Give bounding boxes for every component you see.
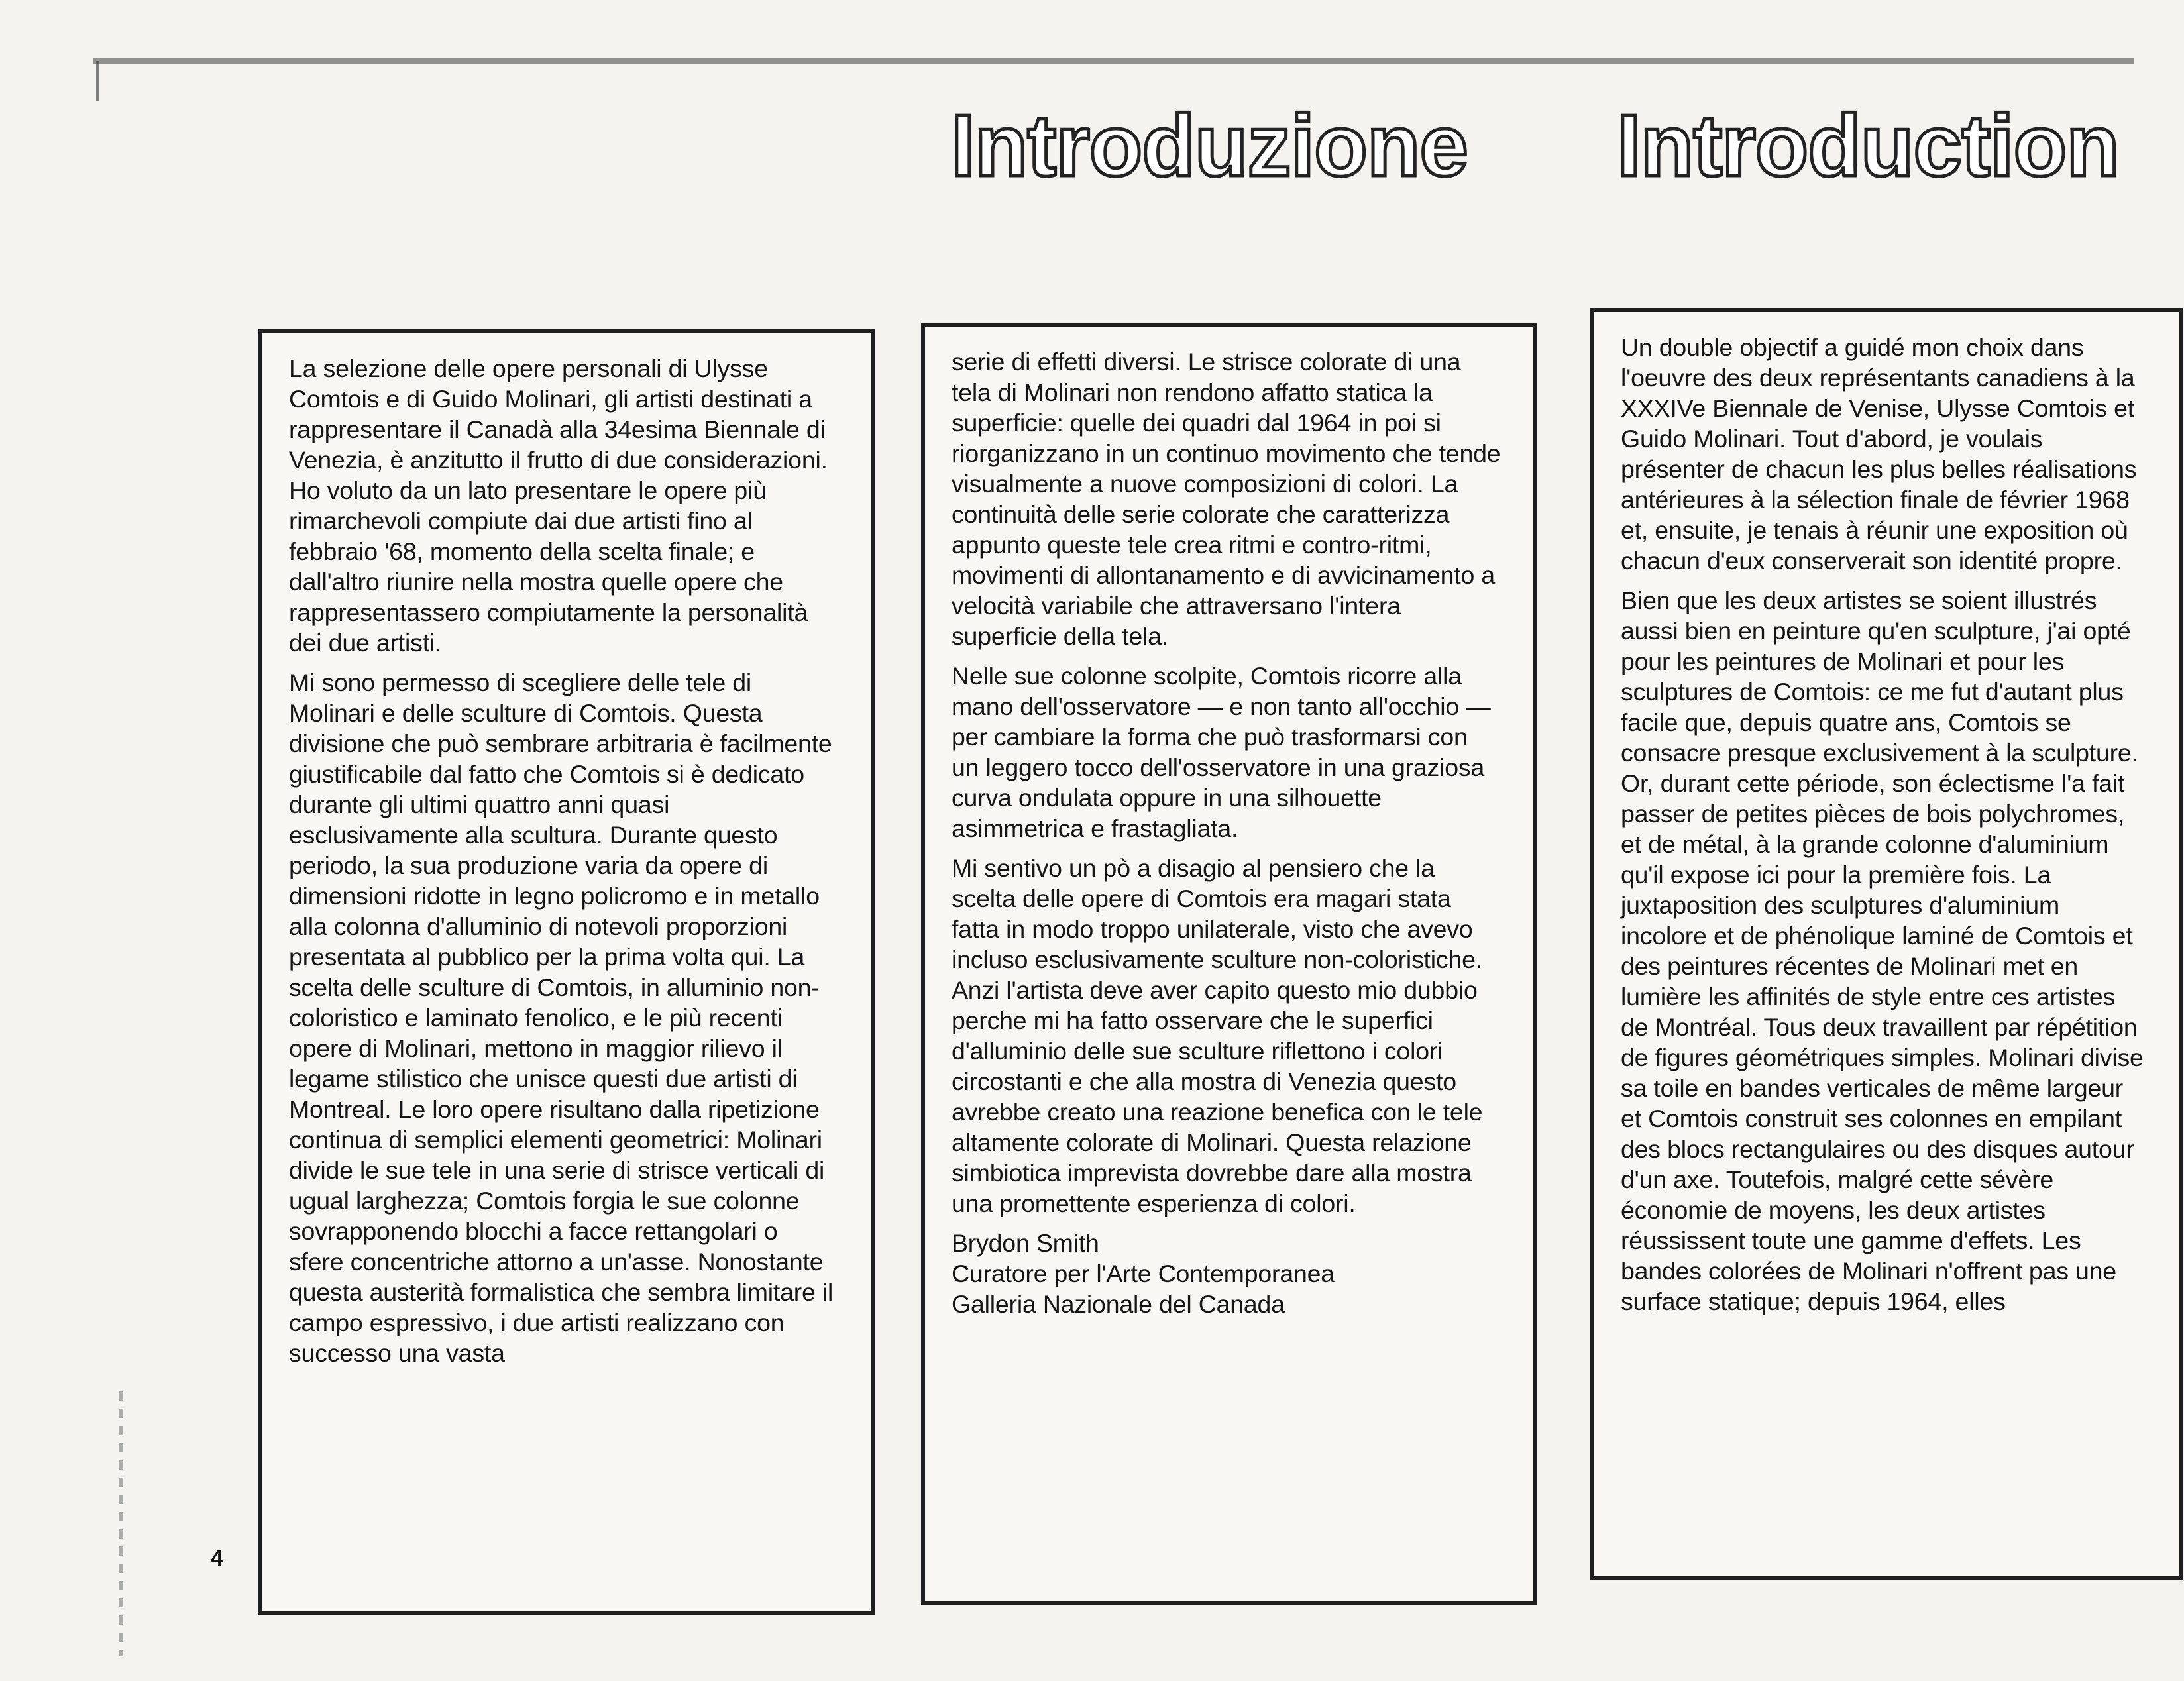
top-rule-tick	[96, 61, 99, 101]
binding-edge	[119, 1391, 123, 1656]
heading-italian: Introduzione	[951, 97, 1468, 194]
italian-paragraph: La selezione delle opere personali di Ulysse Comtois e di Guido Molinari, gli artisti destinati a rappresentare il Canadà alla 34esima Biennale di Venezia, è anzitutto il frutto di due considerazioni. Ho voluto da un lato presentare le opere più rimarchevoli compiute dai due artisti fino al febbraio '68, momento della scelta finale; e dall'altro riunire nella mostra quelle opere che rappresentassero compiutamente la personalità dei due artisti.	[289, 354, 828, 657]
author-name: Brydon Smith	[952, 1229, 1099, 1257]
italian-column-2	[921, 323, 1537, 1605]
italian-paragraph: serie di effetti diversi. Le strisce colorate di una tela di Molinari non rendono affatto statica la superficie: quelle dei quadri dal 1964 in poi si riorganizzano in un continuo movimento che tende visualmente a nuove composizioni di colori. La continuità delle serie colorate che caratterizza appunto queste tele crea ritmi e contro-ritmi, movimenti di allontanamento e di avvicinamento a velocità variabile che attraversano l'intera superficie della tela.	[952, 348, 1501, 650]
french-column	[1590, 308, 2183, 1580]
top-rule	[93, 58, 2134, 64]
italian-paragraph: Nelle sue colonne scolpite, Comtois ricorre alla mano dell'osservatore — e non tanto all'occhio — per cambiare la forma che può trasformarsi con un leggero tocco dell'osservatore in una graziosa curva ondulata oppure in una silhouette asimmetrica e frastagliata.	[952, 662, 1491, 842]
signature-block	[952, 1228, 1502, 1319]
heading-french: Introduction	[1617, 97, 2119, 194]
italian-column-1	[258, 329, 875, 1615]
french-paragraph: Un double objectif a guidé mon choix dans l'oeuvre des deux représentants canadiens à la XXXIVe Biennale de Venise, Ulysse Comtois et Guido Molinari. Tout d'abord, je voulais présenter de chacun les plus belles réalisations antérieures à la sélection finale de février 1968 et, ensuite, je tenais à réunir une exposition où chacun d'eux conserverait son identité propre.	[1621, 333, 2137, 574]
french-paragraph: Bien que les deux artistes se soient illustrés aussi bien en peinture qu'en sculpture, j'ai opté pour les peintures de Molinari et pour les sculptures de Comtois: ce me fut d'autant plus facile que, depuis quatre ans, Comtois se consacre presque exclusivement à la sculpture. Or, durant cette période, son éclectisme l'a fait passer de petites pièces de bois polychromes, et de métal, à la grande colonne d'aluminium qu'il expose ici pour la première fois. La juxtaposition des sculptures d'aluminium incolore et de phénolique laminé de Comtois et des peintures récentes de Molinari met en lumière les affinités de style entre ces artistes de Montréal. Tous deux travaillent par répétition de figures géométriques simples. Molinari divise sa toile en bandes verticales de même largeur et Comtois construit ses colonnes en empilant des blocs rectangulaires ou des disques autour d'un axe. Toutefois, malgré cette sévère économie de moyens, les deux artistes réussissent toute une gamme d'effets. Les bandes colorées de Molinari n'offrent pas une surface statique; depuis 1964, elles	[1621, 586, 2144, 1315]
author-institution: Galleria Nazionale del Canada	[952, 1290, 1285, 1318]
italian-paragraph: Mi sono permesso di scegliere delle tele di Molinari e delle sculture di Comtois. Questa divisione che può sembrare arbitraria è facilmente giustificabile dal fatto che Comtois si è dedicato durante gli ultimi quattro anni quasi esclusivamente alla scultura. Durante questo periodo, la sua produzione varia da opere di dimensioni ridotte in legno policromo e in metallo alla colonna d'alluminio di notevoli proporzioni presentata al pubblico per la prima volta qui. La scelta delle sculture di Comtois, in alluminio non-coloristico e laminato fenolico, e le più recenti opere di Molinari, mettono in maggior rilievo il legame stilistico che unisce questi due artisti di Montreal. Le loro opere risultano dalla ripetizione continua di semplici elementi geometrici: Molinari divide le sue tele in una serie di strisce verticali di ugual larghezza; Comtois forgia le sue colonne sovrapponendo blocchi a facce rettangolari o sfere concentriche attorno a un'asse. Nonostante questa austerità formalistica che sembra limitare il campo espressivo, i due artisti realizzano con successo una vasta	[289, 669, 834, 1367]
author-role: Curatore per l'Arte Contemporanea	[952, 1260, 1335, 1287]
italian-paragraph: Mi sentivo un pò a disagio al pensiero che la scelta delle opere di Comtois era magari stata fatta in modo troppo unilaterale, visto che avevo incluso esclusivamente sculture non-coloristiche. Anzi l'artista deve aver capito questo mio dubbio perche mi ha fatto osservare che le superfici d'alluminio delle sue sculture riflettono i colori circostanti e che alla mostra di Venezia questo avrebbe creato una reazione benefica con le tele altamente colorate di Molinari. Questa relazione simbiotica imprevista dovrebbe dare alla mostra una promettente esperienza di colori.	[952, 854, 1483, 1217]
page-number: 4	[211, 1546, 223, 1571]
